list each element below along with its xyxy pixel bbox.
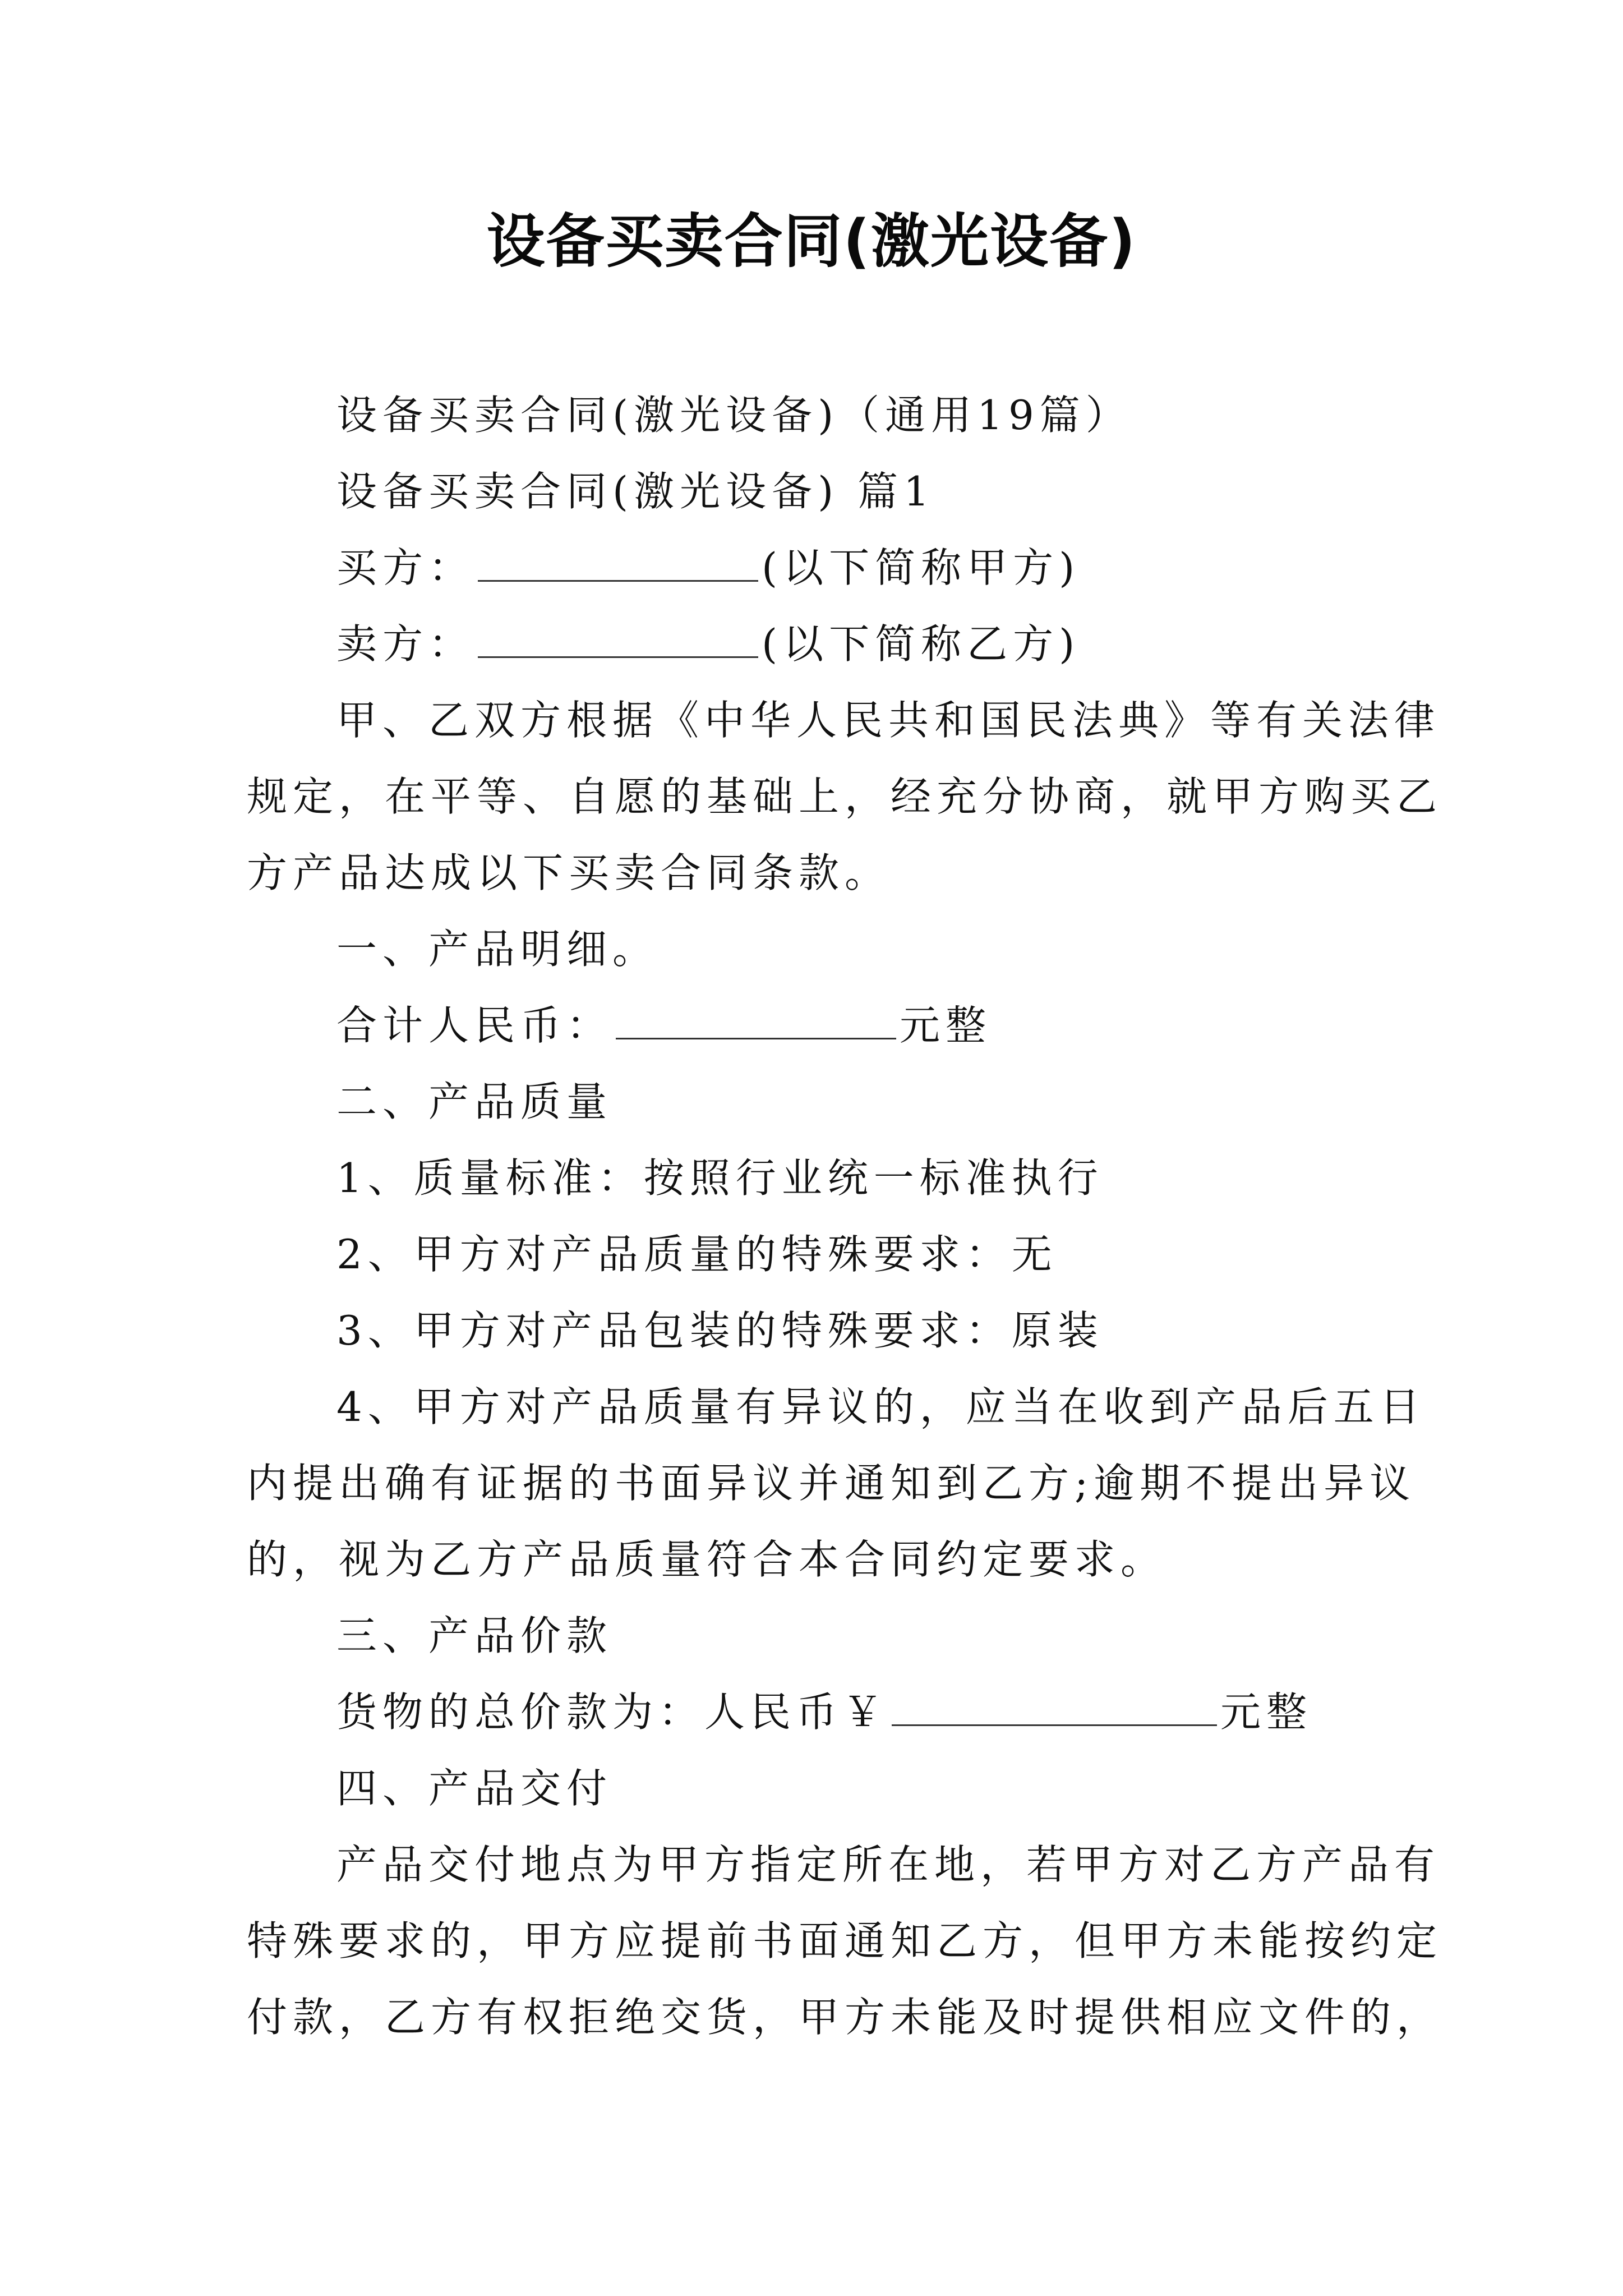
paragraph-line [247,845,1391,901]
seller-blank[interactable] [478,617,758,658]
document-title: 设备买卖合同(激光设备) [486,207,1137,275]
total-label: 合计人民币： [336,1002,613,1049]
text-line: 设备买卖合同(激光设备) 篇1 [336,468,935,515]
clause-line [336,1150,1402,1206]
paragraph-line [247,1913,1443,1969]
text-line: 2、甲方对产品质量的特殊要求：无 [336,1231,1058,1278]
seller-label: 卖方： [336,620,475,668]
section-heading [336,921,1402,977]
text-line: 的，视为乙方产品质量符合本合同约定要求。 [247,1536,1167,1583]
total-amount-line [336,997,1402,1053]
total-unit: 元整 [900,1002,992,1049]
seller-note: (以下简称乙方) [762,620,1081,668]
seller-line [336,616,1402,672]
buyer-line [336,540,1402,596]
paragraph-line [247,1989,1443,2045]
paragraph-line [336,692,1441,748]
price-line [336,1684,1402,1740]
text-line: 甲、乙双方根据《中华人民共和国民法典》等有关法律 [336,697,1441,744]
section-heading [336,1608,1402,1664]
section-heading [336,1074,1402,1130]
text-line: 方产品达成以下买卖合同条款。 [247,849,891,896]
text-line: 二、产品质量 [336,1078,613,1125]
price-label: 货物的总价款为：人民币￥ [336,1688,889,1736]
price-unit: 元整 [1220,1688,1313,1736]
text-line: 内提出确有证据的书面异议并通知到乙方;逾期不提出异议 [247,1460,1416,1507]
section-heading [336,463,1402,519]
buyer-label: 买方： [336,544,475,591]
clause-line [247,1455,1416,1511]
paragraph-line [247,769,1443,825]
clause-line [336,1303,1402,1359]
buyer-note: (以下简称甲方) [762,544,1081,591]
text-line: 3、甲方对产品包装的特殊要求：原装 [336,1307,1104,1354]
text-line: 1、质量标准：按照行业统一标准执行 [336,1154,1104,1202]
clause-line [336,1379,1426,1435]
price-blank[interactable] [892,1685,1217,1726]
text-line: 规定，在平等、自愿的基础上，经充分协商，就甲方购买乙 [247,773,1443,820]
text-line: 特殊要求的，甲方应提前书面通知乙方，但甲方未能按约定 [247,1917,1443,1964]
text-line: 设备买卖合同(激光设备)（通用19篇） [336,392,1132,439]
text-line: 4、甲方对产品质量有异议的，应当在收到产品后五日 [336,1383,1426,1430]
clause-line [247,1531,1391,1588]
subtitle-line [336,387,1402,443]
paragraph-line [336,1837,1441,1893]
text-line: 三、产品价款 [336,1612,613,1659]
text-line: 四、产品交付 [336,1765,613,1812]
clause-line [336,1226,1402,1282]
buyer-blank[interactable] [478,541,758,582]
text-line: 付款，乙方有权拒绝交货，甲方未能及时提供相应文件的， [247,1994,1443,2041]
text-line: 一、产品明细。 [336,926,659,973]
section-heading [336,1760,1402,1816]
text-line: 产品交付地点为甲方指定所在地，若甲方对乙方产品有 [336,1841,1441,1888]
total-amount-blank[interactable] [616,999,896,1039]
